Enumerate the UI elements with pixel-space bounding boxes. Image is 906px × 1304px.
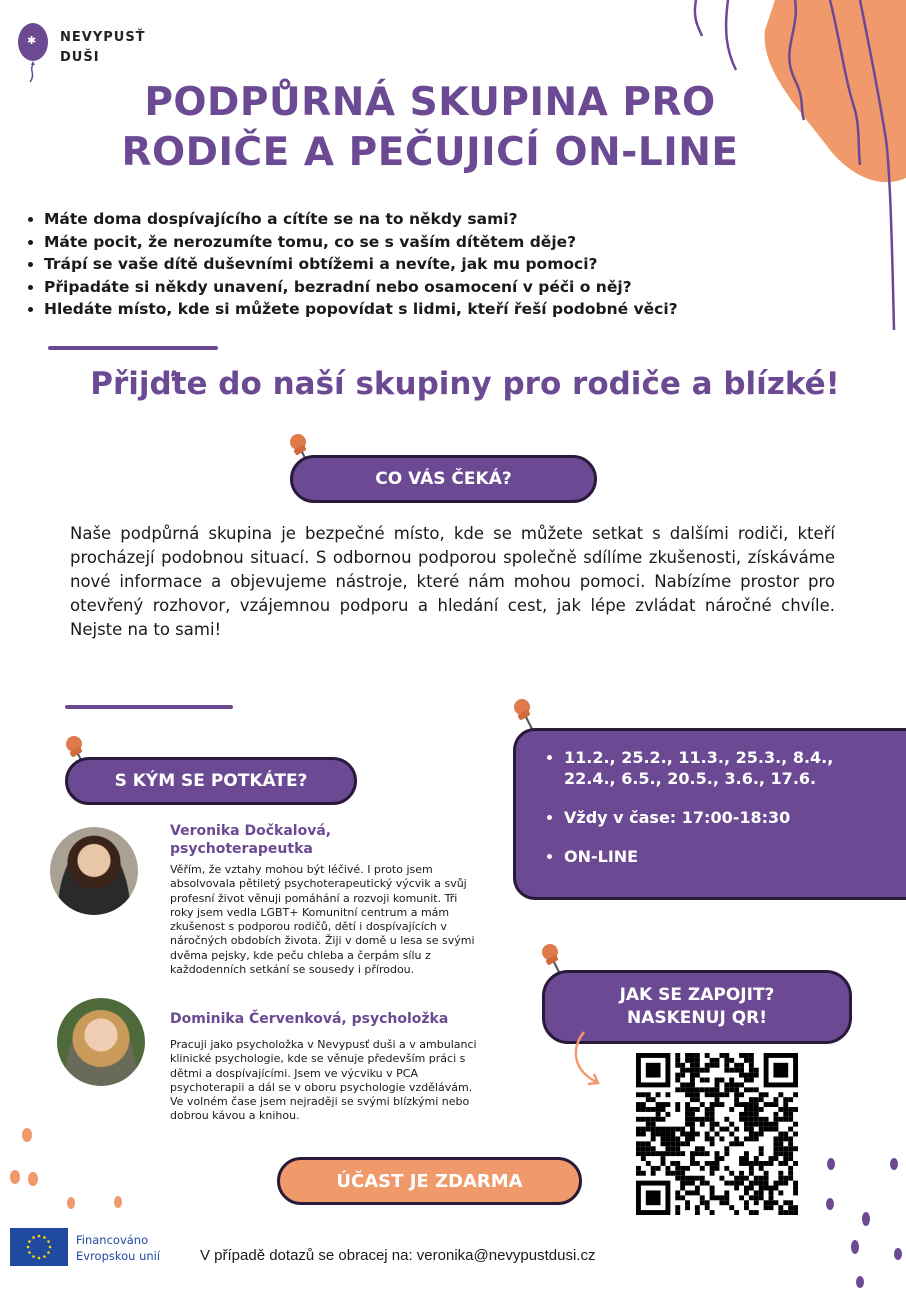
join-line1: JAK SE ZAPOJIT? [619,985,775,1005]
decorative-dot [67,1197,75,1209]
title-line2: RODIČE A PEČUJICÍ ON-LINE [121,130,739,175]
person-name: Veronika Dočkalová, psychoterapeutka [170,823,332,857]
contact-text: V případě dotazů se obracej na: veronika@nevypustdusi.cz [200,1247,596,1264]
decorative-dot [28,1172,38,1186]
eu-flag-icon [10,1228,68,1266]
decorative-dot [22,1128,32,1142]
who-label [65,757,357,805]
eu-line1: Financováno [76,1233,149,1247]
person-bio: Věřím, že vztahy mohou být léčivé. I proto jsem absolvovala pětiletý psychoterapeutický výcvik a svůj profesní život věnuji pomáhání a rozvoji komunit. Tři roky jsem vedla LGBT+ Komunitní centrum a mám zkušenost s podporou rodičů, dětí i dospívajících v náročných obdobích života. Žiji v domě u lesa se svými dvěma pejsky, kde peču chleba a čerpám sílu z každodenních setkání se sousedy i přírodou. [170,863,475,977]
svg-text:✱: ✱ [27,34,37,47]
eu-funding-text [76,1232,160,1264]
who-label-text: S KÝM SE POTKÁTE? [114,771,308,791]
invite-heading: Přijďte do naší skupiny pro rodiče a blízké! [90,366,840,402]
person-name: Dominika Červenková, psycholožka [170,1011,449,1027]
what-awaits-label-text: CO VÁS ČEKÁ? [375,469,512,489]
title-line1: PODPŮRNÁ SKUPINA PRO [144,80,716,125]
question-item: • Trápí se vaše dítě duševními obtížemi a nevíte, jak mu pomoci? [44,253,862,276]
decorative-dot [114,1196,122,1208]
logo-line2: DUŠI [60,50,100,65]
avatar [57,998,145,1086]
join-line2: NASKENUJ QR! [627,1008,767,1028]
decorative-dot [826,1198,834,1210]
free-label-text: ÚČAST JE ZDARMA [336,1170,523,1192]
question-item: • Hledáte místo, kde si můžete popovídat s lidmi, kteří řeší podobné věci? [44,298,862,321]
logo-text [60,28,146,68]
decorative-dot [827,1158,835,1170]
curved-arrow-icon [568,1030,608,1090]
question-item: • Máte doma dospívajícího a cítíte se na to někdy sami? [44,208,862,231]
schedule-box [513,728,906,900]
divider [48,346,218,350]
question-list [22,208,862,321]
decorative-dot [862,1212,870,1226]
qr-code[interactable] [636,1053,798,1215]
schedule-dates: • 11.2., 25.2., 11.3., 25.3., 8.4., 22.4., 6.5., 20.5., 3.6., 17.6. [564,747,886,789]
avatar [50,827,138,915]
eu-line2: Evropskou unií [76,1249,161,1263]
decorative-dot [856,1276,864,1288]
schedule-format: • ON-LINE [564,846,886,867]
schedule-time: • Vždy v čase: 17:00-18:30 [564,807,886,828]
divider [65,705,233,709]
decorative-dot [894,1248,902,1260]
page-title [0,78,860,178]
decorative-dot [851,1240,859,1254]
question-item: • Připadáte si někdy unavení, bezradní nebo osamocení v péči o něj? [44,276,862,299]
balloon-logo-icon [16,22,50,84]
logo-line1: NEVYPUSŤ [60,30,146,45]
person-bio: Pracuji jako psycholožka v Nevypusť duši a v ambulanci klinické psychologie, kde se věnuje především práci s dětmi a dospívajícími. Jsem ve výcviku v PCA psychoterapii a dál se v oboru psychologie vzdělávám. Ve volném čase jsem nejraději se svými blízkými nebo dobrou kávou a knihou. [170,1038,477,1123]
decorative-dot [10,1170,20,1184]
what-awaits-label [290,455,597,503]
decorative-dot [890,1158,898,1170]
question-item: • Máte pocit, že nerozumíte tomu, co se s vaším dítětem děje? [44,231,862,254]
free-participation-badge [277,1157,582,1205]
what-awaits-text: Naše podpůrná skupina je bezpečné místo, kde se můžete setkat s dalšími rodiči, kteří procházejí podobnou situací. S odbornou podporou společně sdílíme zkušenosti, získáváme nové informace a objevujeme nástroje, které nám mohou pomoci. Nabízíme prostor pro otevřený rozhovor, vzájemnou podporu a hledání cest, jak lépe zvládat náročné chvíle. Nejste na to sami! [70,524,835,639]
